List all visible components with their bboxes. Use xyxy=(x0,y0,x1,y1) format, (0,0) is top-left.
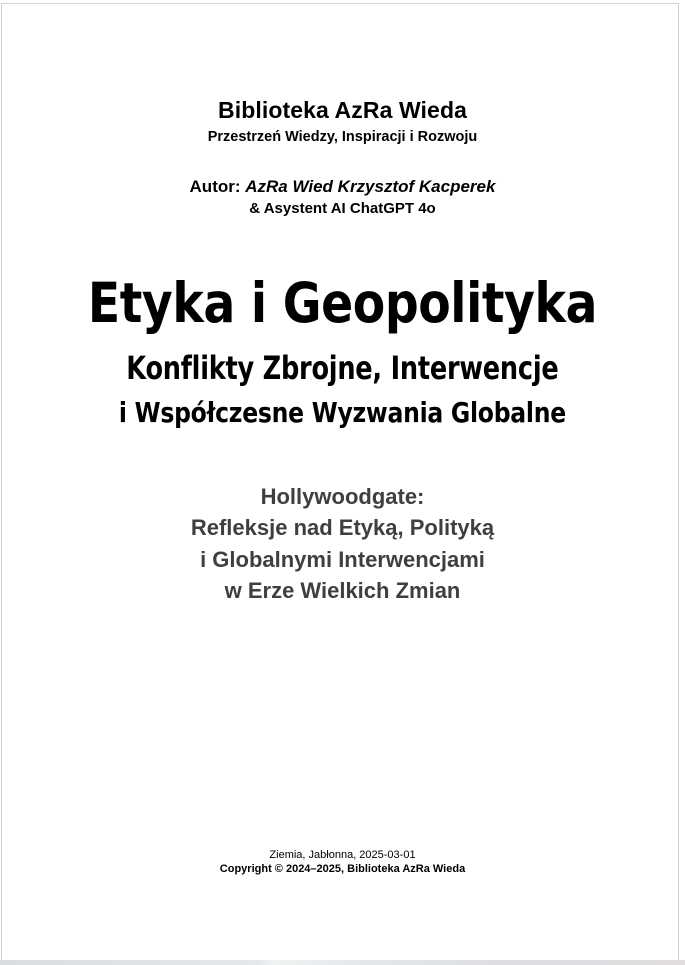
author-line xyxy=(0,177,685,197)
library-title: Biblioteka AzRa Wieda xyxy=(218,97,467,123)
essay-title-line-1: Hollywoodgate: xyxy=(260,484,425,509)
place-date: Ziemia, Jabłonna, 2025-03-01 xyxy=(269,849,416,861)
essay-title-line-2: Refleksje nad Etyką, Polityką xyxy=(190,515,495,540)
bottom-scroll-strip[interactable] xyxy=(0,960,685,965)
essay-title-line-3: i Globalnymi Interwencjami xyxy=(200,547,485,572)
right-gutter xyxy=(680,3,685,960)
essay-title-line-4: w Erze Wielkich Zmian xyxy=(224,578,461,603)
author-label: Autor: xyxy=(189,177,246,196)
document-page xyxy=(1,3,679,960)
copyright-notice: Copyright © 2024–2025, Biblioteka AzRa Wieda xyxy=(219,863,466,875)
main-title: Etyka i Geopolityka xyxy=(87,271,597,335)
library-tagline: Przestrzeń Wiedzy, Inspiracji i Rozwoju xyxy=(207,129,478,145)
assistant-credit: & Asystent AI ChatGPT 4o xyxy=(249,200,436,217)
subtitle-line-2: i Współczesne Wyzwania Globalne xyxy=(118,396,566,429)
author-name: AzRa Wied Krzysztof Kacperek xyxy=(245,177,496,196)
subtitle-line-1: Konflikty Zbrojne, Interwencje xyxy=(126,349,559,387)
